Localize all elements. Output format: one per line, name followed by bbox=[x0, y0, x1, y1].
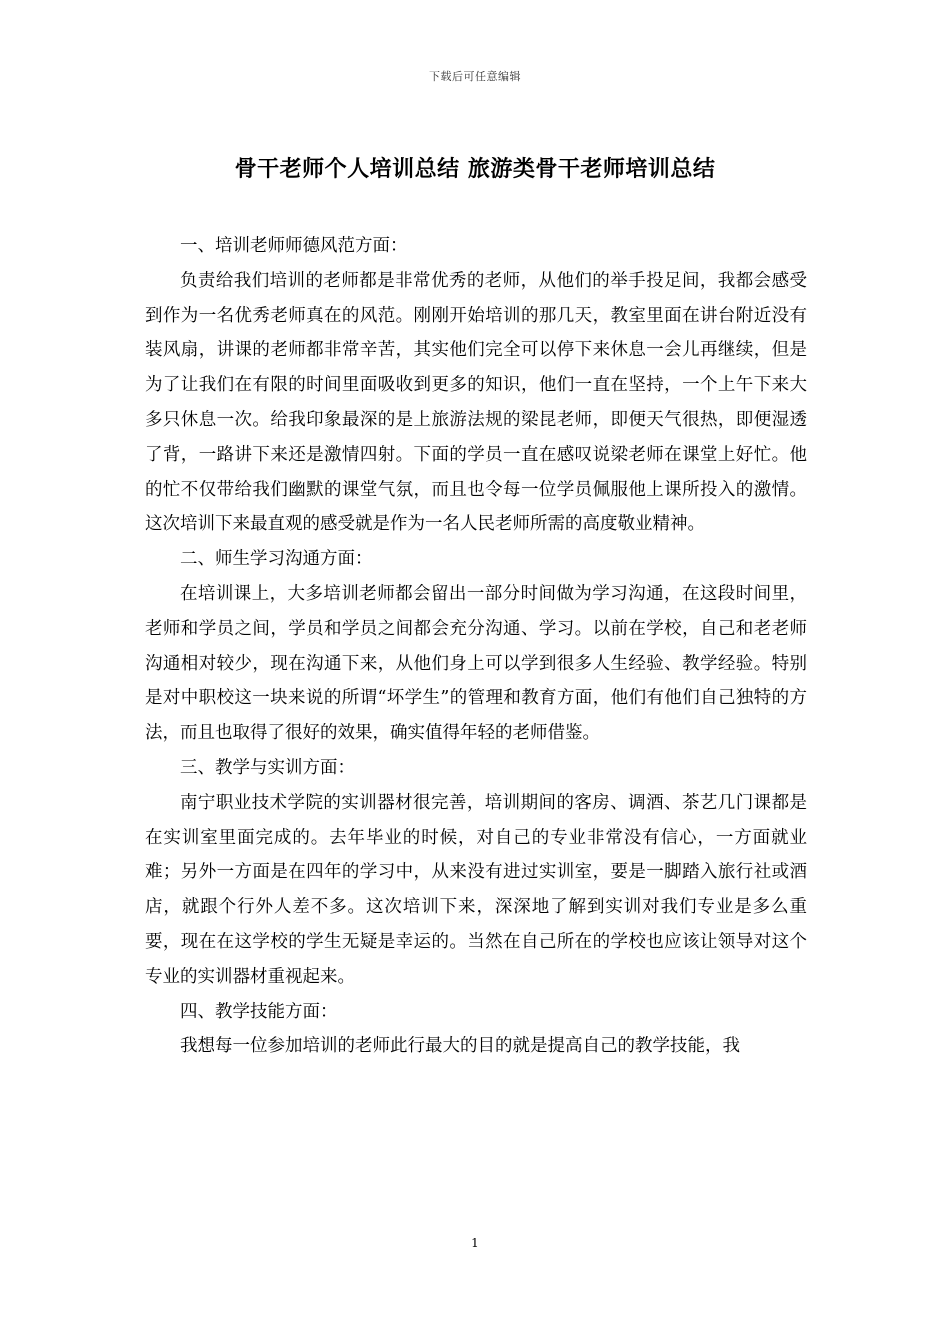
section-heading-3: 三、教学与实训方面： bbox=[180, 757, 355, 778]
document-body bbox=[145, 229, 807, 1064]
document-title: 骨干老师个人培训总结 旅游类骨干老师培训总结 bbox=[234, 156, 716, 182]
section-heading-2: 二、师生学习沟通方面： bbox=[180, 549, 373, 570]
section-heading-1: 一、培训老师师德风范方面： bbox=[180, 236, 408, 256]
section-paragraph-1: 负责给我们培训的老师都是非常优秀的老师，从他们的举手投足间，我都会感受到作为一名优秀老师真在的风范。刚刚开始培训的那几天，教室里面在讲台附近没有装风扇，讲课的老师都非常辛苦，其实他们完全可以停下来休息一会儿再继续，但是为了让我们在有限的时间里面吸收到更多的知识，他们一直在坚持，一个上午下来大多只休息一次。给我印象最深的是上旅游法规的梁昆老师，即便天气很热，即便湿透了背，一路讲下来还是激情四射。下面的学员一直在感叹说梁老师在课堂上好忙。他的忙不仅带给我们幽默的课堂气氛，而且也令每一位学员佩服他上课所投入的激情。这次培训下来最直观的感受就是作为一名人民老师所需的高度敬业精神。 bbox=[145, 270, 807, 535]
section-paragraph-2: 在培训课上，大多培训老师都会留出一部分时间做为学习沟通，在这段时间里，老师和学员之间，学员和学员之间都会充分沟通、学习。以前在学校，自己和老老师沟通相对较少，现在沟通下来，从他们身上可以学到很多人生经验、教学经验。特别是对中职校这一块来说的所谓“坏学生”的管理和教育方面，他们有他们自己独特的方法，而且也取得了很好的效果，确实值得年轻的老师借鉴。 bbox=[145, 583, 807, 744]
header-note: 下载后可任意编辑 bbox=[429, 70, 521, 83]
section-heading-4: 四、教学技能方面： bbox=[180, 1001, 338, 1022]
section-paragraph-3: 南宁职业技术学院的实训器材很完善，培训期间的客房、调酒、茶艺几门课都是在实训室里面完成的。去年毕业的时候，对自己的专业非常没有信心，一方面就业难；另外一方面是在四年的学习中，从来没有进过实训室，要是一脚踏入旅行社或酒店，就跟个行外人差不多。这次培训下来，深深地了解到实训对我们专业是多么重要，现在在这学校的学生无疑是幸运的。当然在自己所在的学校也应该让领导对这个专业的实训器材重视起来。 bbox=[145, 792, 807, 987]
page-number: 1 bbox=[471, 1236, 479, 1250]
section-paragraph-4: 我想每一位参加培训的老师此行最大的目的就是提高自己的教学技能，我 bbox=[180, 1036, 740, 1057]
